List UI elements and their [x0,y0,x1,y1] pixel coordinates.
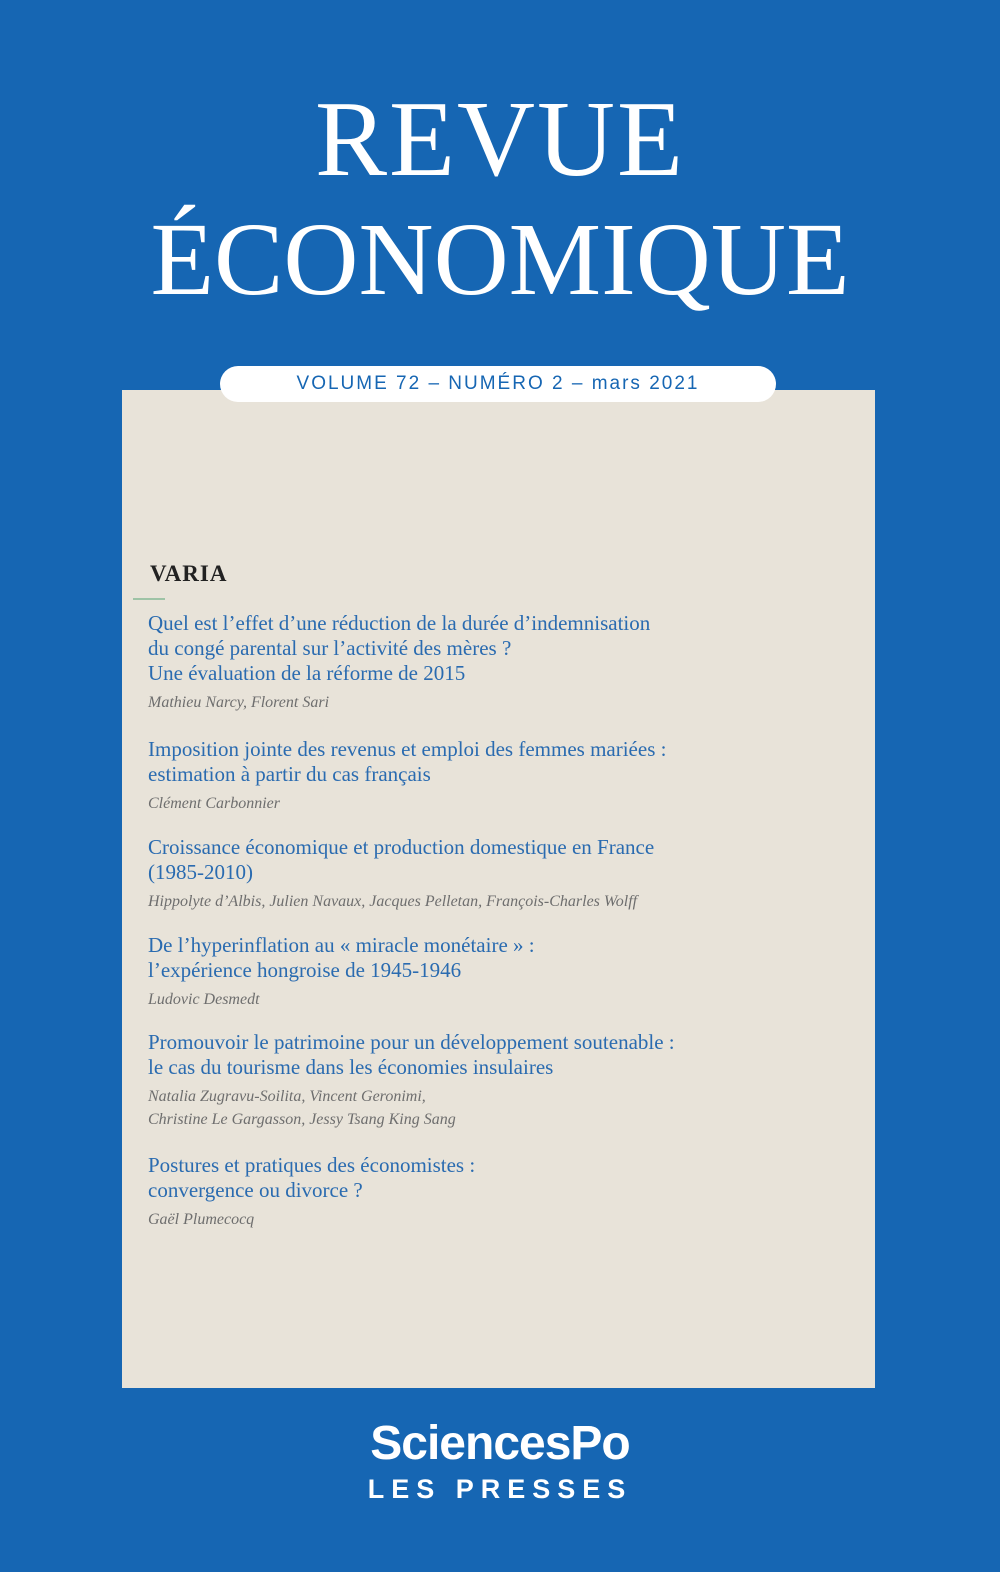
section-divider [133,598,165,600]
article-authors: Ludovic Desmedt [148,991,260,1008]
article-entry [148,611,848,714]
article-title[interactable]: Imposition jointe des revenus et emploi des femmes mariées : estimation à partir du cas français [148,737,667,786]
article-title[interactable]: Promouvoir le patrimoine pour un développement soutenable : le cas du tourisme dans les économies insulaires [148,1030,675,1079]
article-title[interactable]: Postures et pratiques des économistes : convergence ou divorce ? [148,1153,476,1202]
issue-badge: VOLUME 72 – NUMÉRO 2 – mars 2021 [220,366,776,402]
publisher-subtitle: LES PRESSES [367,1474,633,1504]
article-entry [148,1153,848,1231]
journal-title-line-2: ÉCONOMIQUE [150,202,850,317]
article-authors: Natalia Zugravu-Soilita, Vincent Geronimi, Christine Le Gargasson, Jessy Tsang King Sang [148,1088,456,1128]
section-heading: VARIA [150,561,228,586]
article-authors: Hippolyte d’Albis, Julien Navaux, Jacques Pelletan, François-Charles Wolff [148,893,638,910]
journal-title-line-1: REVUE [315,80,685,199]
article-title[interactable]: Quel est l’effet d’une réduction de la durée d’indemnisation du congé parental sur l’activité des mères ? Une évaluation de la réforme de 2015 [148,611,651,685]
article-title[interactable]: Croissance économique et production domestique en France (1985-2010) [148,835,655,884]
article-entry [148,933,848,1011]
article-entry [148,1030,848,1131]
article-authors: Gaël Plumecocq [148,1211,255,1228]
article-authors: Clément Carbonnier [148,795,280,812]
article-entry [148,737,848,815]
article-entry [148,835,848,913]
article-title[interactable]: De l’hyperinflation au « miracle monétaire » : l’expérience hongroise de 1945-1946 [148,933,535,982]
publisher-logo: SciencesPo [370,1417,630,1470]
article-authors: Mathieu Narcy, Florent Sari [148,694,330,711]
